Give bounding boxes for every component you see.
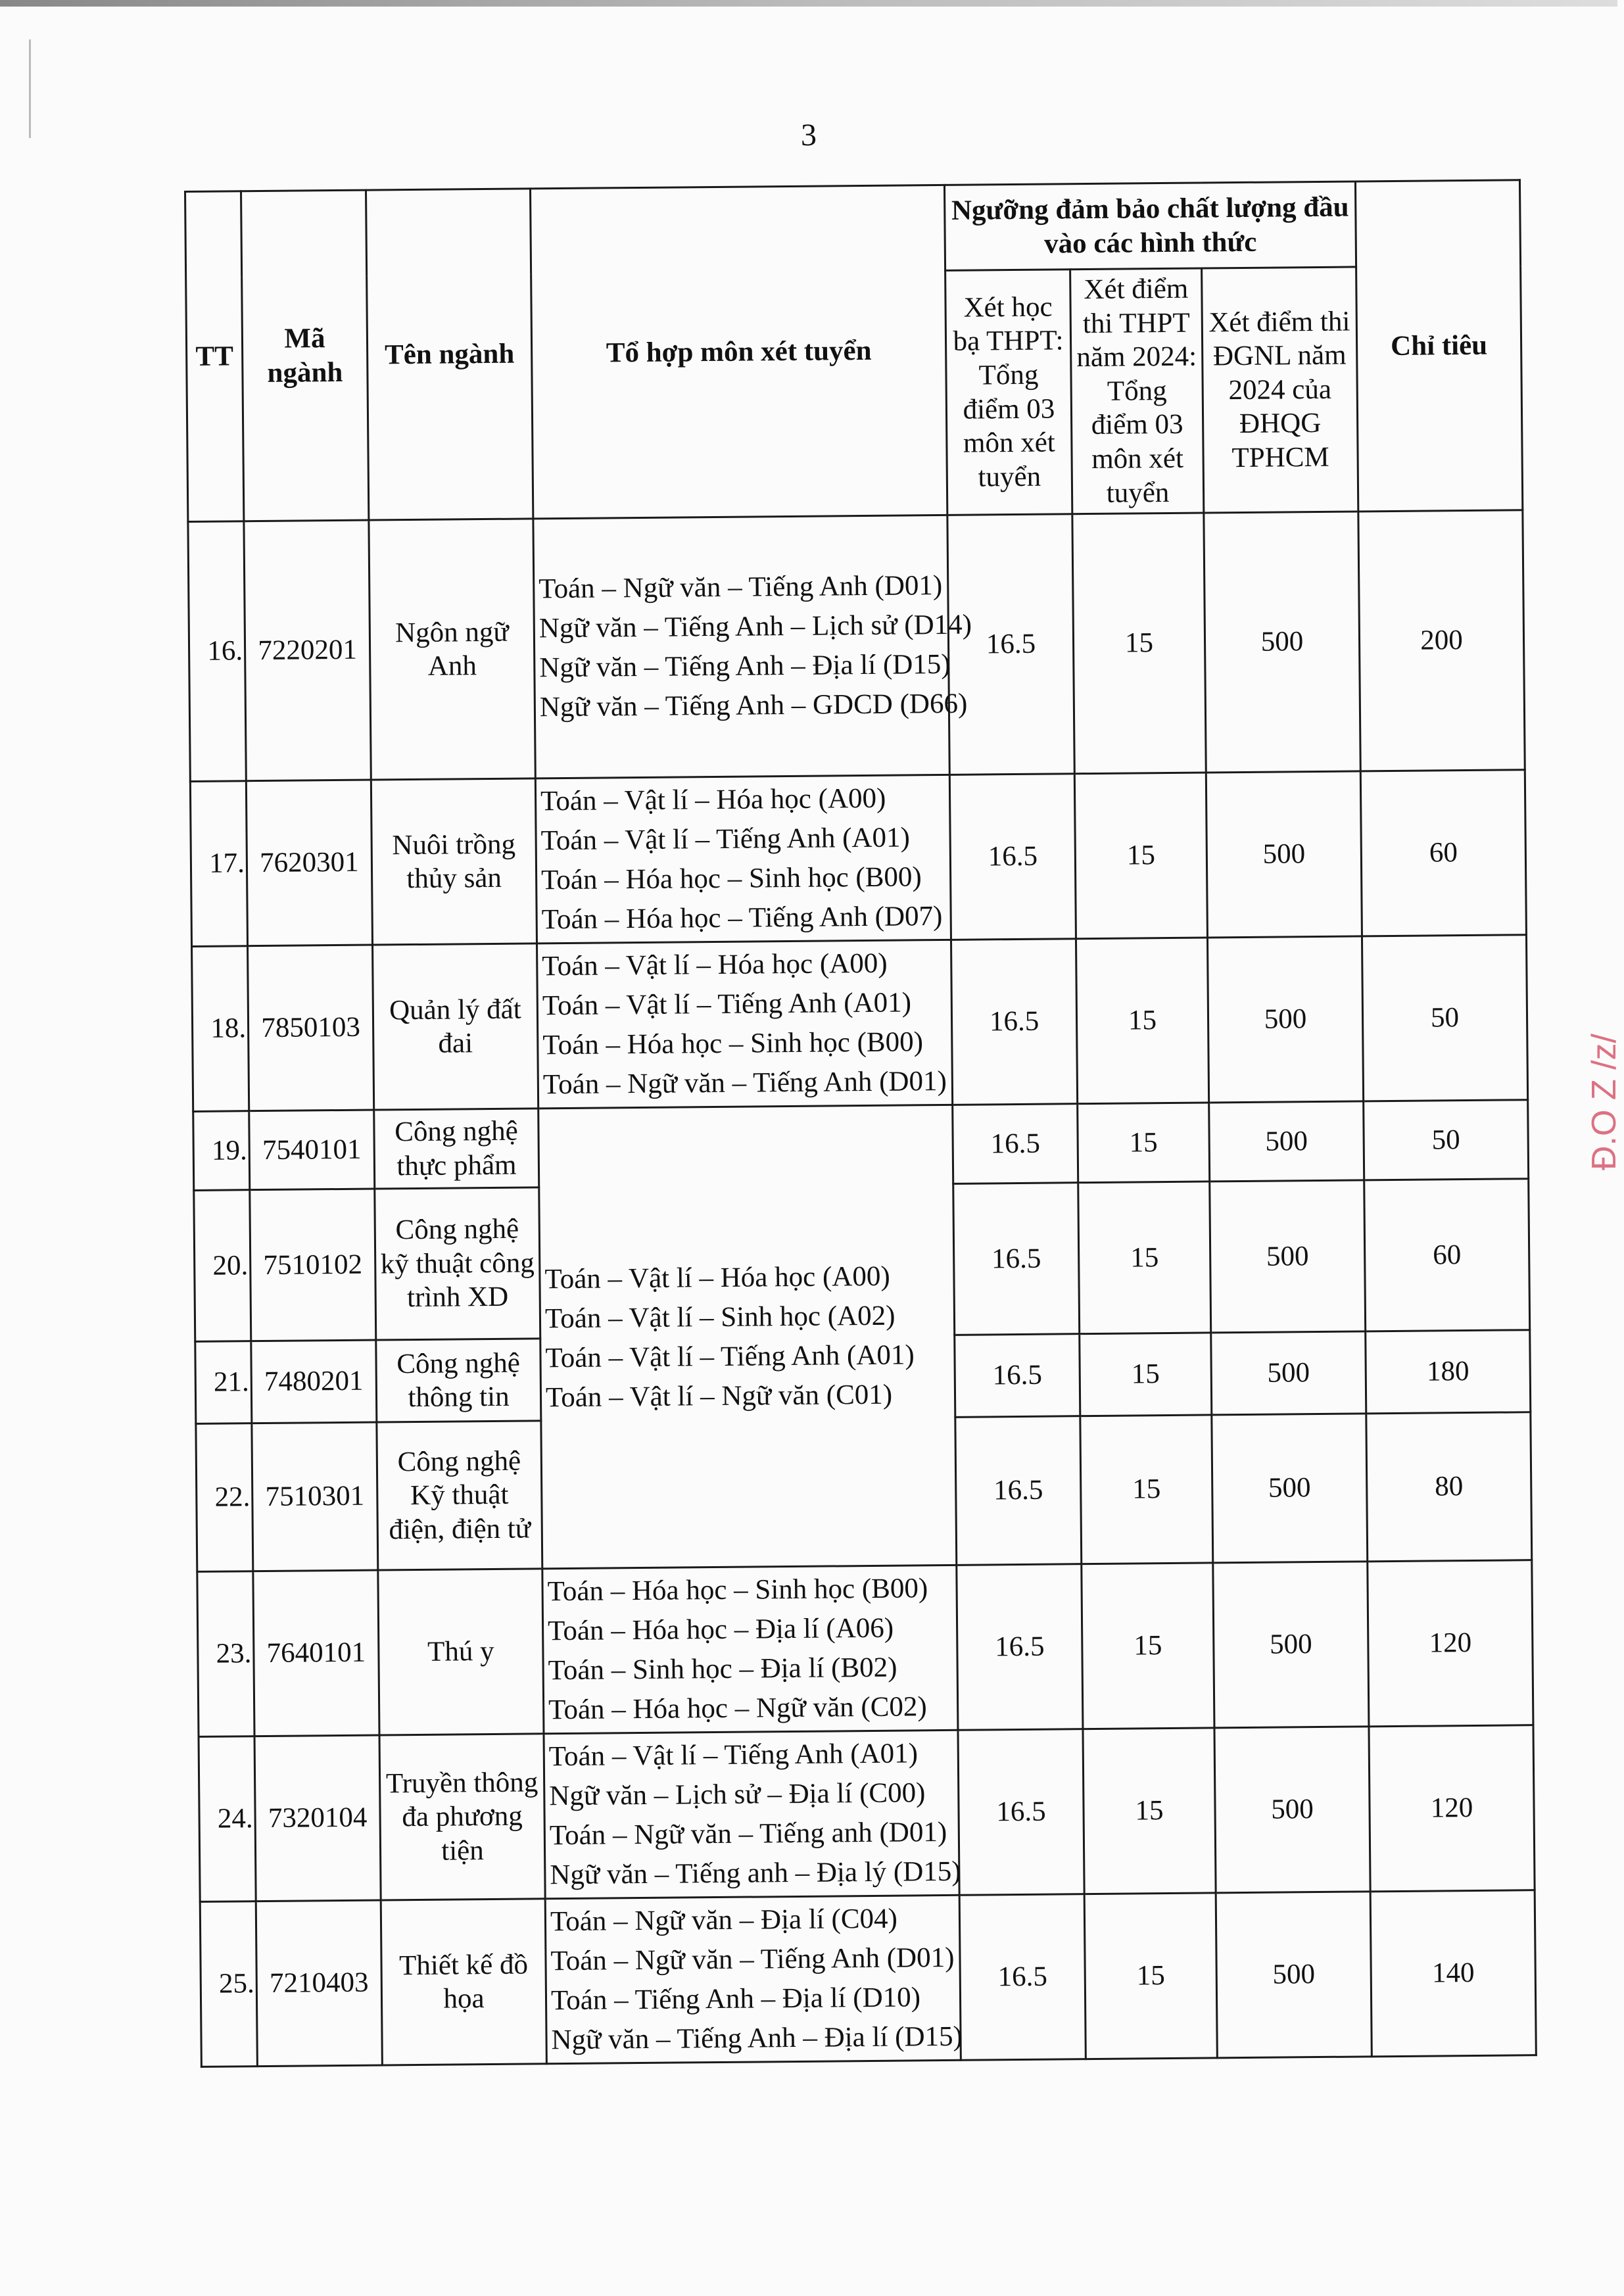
row-dgnl: 500 <box>1213 1562 1369 1728</box>
combo-line: Toán – Vật lí – Hóa học (A00) <box>542 947 888 982</box>
row-ma: 7480201 <box>251 1340 377 1423</box>
row-dgnl: 500 <box>1212 1414 1368 1563</box>
row-chi-tieu: 180 <box>1366 1330 1531 1414</box>
row-hoc-ba: 16.5 <box>953 1183 1080 1335</box>
row-chi-tieu: 50 <box>1362 935 1527 1101</box>
row-thpt: 15 <box>1084 1893 1217 2059</box>
row-tt: 23. <box>197 1571 254 1737</box>
row-hoc-ba: 16.5 <box>957 1564 1083 1731</box>
combo-line: Toán – Ngữ văn – Tiếng Anh (D01) <box>550 1942 955 1977</box>
table-row <box>192 935 1528 1112</box>
admission-table-container <box>184 179 1535 2068</box>
row-ma: 7510102 <box>250 1189 376 1341</box>
row-ma: 7850103 <box>248 945 374 1111</box>
row-ten: Thiết kế đồ họa <box>381 1899 546 2065</box>
row-chi-tieu: 120 <box>1368 1560 1533 1727</box>
scan-edge <box>0 0 1617 7</box>
row-hoc-ba: 16.5 <box>959 1894 1086 2061</box>
combo-line: Toán – Ngữ văn – Địa lí (C04) <box>550 1903 898 1938</box>
header-ten-nganh: Tên ngành <box>366 189 533 520</box>
row-hoc-ba: 16.5 <box>955 1334 1080 1418</box>
row-dgnl: 500 <box>1207 936 1363 1103</box>
row-ma: 7320104 <box>254 1735 381 1901</box>
row-combo <box>533 515 972 778</box>
combo-line: Toán – Hóa học – Sinh học (B00) <box>542 1026 924 1061</box>
row-chi-tieu: 200 <box>1358 510 1525 771</box>
combo-line: Ngữ văn – Tiếng Anh – Địa lí (D15) <box>551 2021 963 2056</box>
row-hoc-ba: 16.5 <box>955 1416 1082 1566</box>
combo-line: Toán – Hóa học – Sinh học (B00) <box>547 1573 928 1608</box>
row-ten: Truyền thông đa phương tiện <box>379 1734 545 1900</box>
row-tt: 17. <box>190 781 247 947</box>
combo-line: Toán – Vật lí – Tiếng Anh (A01) <box>540 822 911 857</box>
combo-line: Toán – Vật lí – Ngữ văn (C01) <box>545 1379 893 1413</box>
page-number: 3 <box>801 118 817 153</box>
row-ma: 7640101 <box>253 1570 379 1736</box>
header-to-hop: Tổ hợp môn xét tuyển <box>530 185 947 519</box>
row-ma: 7220201 <box>244 520 371 781</box>
row-tt: 24. <box>199 1736 256 1902</box>
combo-line: Toán – Hóa học – Ngữ văn (C02) <box>548 1691 927 1726</box>
row-tt: 22. <box>196 1423 253 1572</box>
row-ten: Thú y <box>378 1569 544 1735</box>
combo-line: Toán – Tiếng Anh – Địa lí (D10) <box>550 1982 921 2017</box>
row-hoc-ba: 16.5 <box>958 1729 1084 1896</box>
combo-line: Ngữ văn – Tiếng Anh – Lịch sử (D14) <box>538 609 972 644</box>
combo-line: Toán – Vật lí – Tiếng Anh (A01) <box>542 987 912 1022</box>
table-row <box>190 770 1526 947</box>
row-hoc-ba: 16.5 <box>949 774 1076 940</box>
row-tt: 16. <box>188 521 246 782</box>
row-tt: 25. <box>200 1901 257 2067</box>
header-chi-tieu: Chỉ tiêu <box>1355 180 1522 512</box>
row-ten: Quản lý đất đai <box>373 944 538 1110</box>
row-thpt: 15 <box>1072 513 1206 774</box>
row-thpt: 15 <box>1080 1415 1213 1564</box>
row-dgnl: 500 <box>1204 512 1360 773</box>
row-dgnl: 500 <box>1206 771 1362 938</box>
row-dgnl: 500 <box>1210 1180 1366 1333</box>
row-thpt: 15 <box>1080 1333 1212 1416</box>
row-tt: 18. <box>192 946 249 1112</box>
combo-line: Toán – Sinh học – Địa lí (B02) <box>548 1652 897 1686</box>
combo-line: Toán – Vật lí – Sinh học (A02) <box>544 1300 896 1334</box>
header-nguong: Ngưỡng đảm bảo chất lượng đầu vào các hình thức <box>944 181 1356 270</box>
row-thpt: 15 <box>1076 938 1208 1104</box>
row-combo <box>542 1565 958 1733</box>
row-dgnl: 500 <box>1214 1727 1370 1893</box>
row-thpt: 15 <box>1074 773 1207 939</box>
row-ten: Nuôi trồng thủy sản <box>371 778 537 945</box>
combo-line: Toán – Hóa học – Sinh học (B00) <box>540 861 922 896</box>
combo-line: Toán – Ngữ văn – Tiếng anh (D01) <box>549 1817 947 1852</box>
row-ma: 7210403 <box>256 1900 382 2067</box>
combo-line: Ngữ văn – Tiếng Anh – GDCD (D66) <box>539 688 968 723</box>
admission-table <box>184 179 1537 2068</box>
row-chi-tieu: 80 <box>1366 1412 1532 1562</box>
header-dgnl: Xét điểm thi ĐGNL năm 2024 của ĐHQG TPHCM <box>1202 267 1358 513</box>
header-tt: TT <box>185 191 244 522</box>
table-row <box>199 1725 1535 1902</box>
row-chi-tieu: 60 <box>1364 1179 1530 1331</box>
row-hoc-ba: 16.5 <box>947 514 1074 775</box>
row-ten: Công nghệ Kỹ thuật điện, điện tử <box>377 1421 542 1570</box>
table-row <box>193 1100 1529 1191</box>
row-ma: 7510301 <box>252 1422 378 1571</box>
row-combo <box>545 1895 961 2063</box>
combo-line: Toán – Vật lí – Hóa học (A00) <box>544 1260 890 1295</box>
row-thpt: 15 <box>1082 1563 1214 1729</box>
combo-line: Toán – Vật lí – Hóa học (A00) <box>540 782 886 817</box>
combo-line: Toán – Hóa học – Tiếng Anh (D07) <box>541 901 943 936</box>
header-thpt: Xét điểm thi THPT năm 2024: Tổng điểm 03 môn xét tuyển <box>1070 268 1204 514</box>
row-dgnl: 500 <box>1209 1101 1364 1182</box>
header-hoc-ba: Xét học bạ THPT: Tổng điểm 03 môn xét tuyển <box>945 270 1072 515</box>
row-thpt: 15 <box>1078 1182 1211 1334</box>
row-chi-tieu: 140 <box>1370 1890 1536 2057</box>
row-combo <box>544 1730 959 1898</box>
row-chi-tieu: 120 <box>1369 1725 1535 1892</box>
row-hoc-ba: 16.5 <box>951 939 1077 1105</box>
combo-line: Toán – Hóa học – Địa lí (A06) <box>547 1612 894 1647</box>
combo-line: Toán – Vật lí – Tiếng Anh (A01) <box>545 1339 915 1374</box>
table-row <box>188 510 1525 782</box>
row-ten: Công nghệ kỹ thuật công trình XD <box>375 1187 540 1340</box>
row-combo <box>537 940 953 1109</box>
row-thpt: 15 <box>1078 1103 1210 1183</box>
table-row <box>200 1890 1536 2067</box>
combo-line: Ngữ văn – Lịch sử – Địa lí (C00) <box>549 1777 926 1812</box>
red-stamp-fragment: Đ.O Z /z/ <box>1585 1034 1623 1170</box>
combo-line: Toán – Vật lí – Tiếng Anh (A01) <box>548 1738 919 1773</box>
row-ten: Công nghệ thực phẩm <box>374 1109 539 1189</box>
combo-line: Ngữ văn – Tiếng Anh – Địa lí (D15) <box>539 649 951 684</box>
row-thpt: 15 <box>1083 1728 1216 1894</box>
row-chi-tieu: 50 <box>1364 1100 1529 1180</box>
combo-line: Toán – Ngữ văn – Tiếng Anh (D01) <box>542 1066 947 1101</box>
row-combo <box>535 775 951 944</box>
row-ma: 7540101 <box>249 1110 375 1190</box>
row-dgnl: 500 <box>1211 1331 1366 1415</box>
row-ten: Ngôn ngữ Anh <box>369 519 535 780</box>
row-ten: Công nghệ thông tin <box>376 1339 541 1422</box>
row-dgnl: 500 <box>1216 1892 1372 2058</box>
combo-line: Ngữ văn – Tiếng anh – Địa lý (D15) <box>550 1855 961 1891</box>
combo-line: Toán – Ngữ văn – Tiếng Anh (D01) <box>538 570 943 605</box>
shared-combo <box>538 1105 957 1569</box>
header-ma-nganh: Mã ngành <box>241 190 369 521</box>
row-chi-tieu: 60 <box>1360 770 1526 936</box>
row-tt: 21. <box>195 1341 252 1424</box>
row-tt: 19. <box>193 1111 250 1191</box>
table-row <box>197 1560 1533 1737</box>
row-tt: 20. <box>194 1190 251 1342</box>
row-ma: 7620301 <box>246 780 372 946</box>
row-hoc-ba: 16.5 <box>953 1104 1078 1184</box>
